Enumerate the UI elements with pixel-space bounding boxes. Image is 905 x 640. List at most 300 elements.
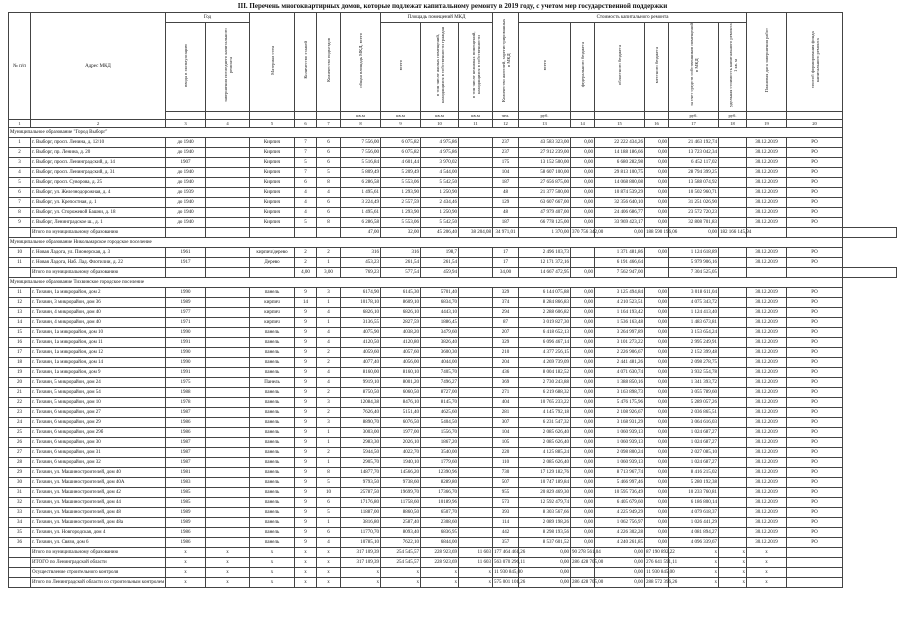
table-cell: 48 <box>493 188 519 198</box>
table-row <box>9 488 897 498</box>
table-cell <box>719 448 747 458</box>
table-cell <box>206 368 250 378</box>
column-number: 9 <box>381 120 421 128</box>
header-method: способ формирования фонда капитального ремонта <box>787 13 843 112</box>
table-cell: x <box>295 578 317 588</box>
table-cell: РО <box>787 498 843 508</box>
table-cell <box>9 268 31 278</box>
table-cell: 316 <box>341 248 381 258</box>
table-row <box>9 208 897 218</box>
table-cell: 3 125 494,84 <box>595 288 645 298</box>
table-cell: 0,00 <box>645 358 669 368</box>
table-cell <box>206 298 250 308</box>
table-cell <box>459 208 493 218</box>
header-address: Адрес МКД <box>31 13 166 120</box>
table-cell: 0,00 <box>645 218 669 228</box>
table-cell: 1 250,90 <box>421 208 459 218</box>
table-cell: 11 930 845,00 <box>645 568 669 578</box>
table-cell: 8860,50 <box>381 508 421 518</box>
unit-cell <box>166 112 206 120</box>
table-cell: 5 553,06 <box>381 218 421 228</box>
table-cell: 10 874 539,29 <box>595 188 645 198</box>
table-cell: 17 <box>9 348 31 358</box>
table-cell: 0,00 <box>571 438 595 448</box>
table-cell: 1 062 756,97 <box>595 518 645 528</box>
table-cell: 2 <box>295 248 317 258</box>
table-cell: 0,00 <box>571 348 595 358</box>
table-cell: 30.12.2019 <box>747 428 787 438</box>
table-cell: 104 <box>493 428 519 438</box>
column-numbers-row <box>9 120 897 128</box>
table-cell: 8093,40 <box>381 528 421 538</box>
table-cell: 22 222 434,26 <box>595 138 645 148</box>
table-cell: 3136,55 <box>341 318 381 328</box>
table-cell: 14566,20 <box>381 468 421 478</box>
table-cell <box>459 398 493 408</box>
header-material: Материал стен <box>250 13 295 112</box>
table-cell: 10189,96 <box>421 498 459 508</box>
table-cell: 1 060 939,13 <box>595 428 645 438</box>
table-cell <box>719 338 747 348</box>
column-number: 1 <box>9 120 31 128</box>
table-cell <box>719 298 747 308</box>
unit-cell <box>645 112 669 120</box>
table-cell: x <box>341 578 381 588</box>
unit-area: кв.м <box>381 112 421 120</box>
table-cell: 0,00 <box>645 398 669 408</box>
table-cell: 1 060 939,13 <box>595 458 645 468</box>
table-cell: 0,00 <box>571 318 595 328</box>
table-cell: 17176,80 <box>341 498 381 508</box>
table-cell: 11 603 <box>459 558 493 568</box>
table-cell: 0,00 <box>645 498 669 508</box>
table-cell: 30.12.2019 <box>747 328 787 338</box>
table-cell: 4038,20 <box>381 328 421 338</box>
address-cell: г. Тихвин, ул. Машиностроителей, дом 48а <box>31 518 166 528</box>
address-cell: г. Тихвин, ул. Машиностроителей, дом 40А <box>31 478 166 488</box>
address-cell: г. Тихвин, 5 микрорайон, дом 10 <box>31 398 166 408</box>
header-cost-specific: удельная стоимость капитального ремонта 1 кв. м <box>719 23 747 112</box>
table-cell: 0,00 <box>571 138 595 148</box>
table-cell: 9 <box>295 488 317 498</box>
table-cell: 1 <box>317 438 341 448</box>
table-cell: до 1940 <box>166 138 206 148</box>
table-cell: 187 <box>493 178 519 188</box>
table-cell: 2 <box>317 448 341 458</box>
table-cell: 0,00 <box>645 178 669 188</box>
table-cell: 0,00 <box>645 468 669 478</box>
table-cell: 4 <box>317 308 341 318</box>
table-cell: панель <box>250 448 295 458</box>
table-cell: 1989 <box>166 518 206 528</box>
table-cell: 286 428 705,00 <box>571 578 595 588</box>
table-cell: 3 168 931,29 <box>595 418 645 428</box>
table-cell <box>206 288 250 298</box>
table-cell: до 1940 <box>166 178 206 188</box>
table-cell: 3003,00 <box>341 428 381 438</box>
table-cell <box>719 258 747 268</box>
table-cell: 24 <box>9 418 31 428</box>
table-cell: 1989 <box>166 298 206 308</box>
table-cell: 2 036 865,51 <box>669 408 719 418</box>
table-row <box>9 298 897 308</box>
table-cell: 4 210 523,51 <box>595 298 645 308</box>
table-cell: 0,00 <box>645 248 669 258</box>
table-cell <box>747 228 787 238</box>
total-row <box>9 548 897 558</box>
table-cell: x <box>317 558 341 568</box>
table-cell: 0,00 <box>645 138 669 148</box>
table-cell: 0,00 <box>571 198 595 208</box>
table-row <box>9 168 897 178</box>
table-cell: 1986 <box>166 528 206 538</box>
table-cell: 11 <box>9 258 31 268</box>
table-cell: 30.12.2019 <box>747 368 787 378</box>
table-cell <box>206 408 250 418</box>
table-cell: РО <box>787 428 843 438</box>
section-title: Муниципальное образование "Город Выборг" <box>9 128 843 138</box>
table-cell: 5 542,50 <box>421 218 459 228</box>
table-cell: РО <box>787 418 843 428</box>
table-cell <box>645 268 669 278</box>
table-cell: 1 <box>317 298 341 308</box>
table-cell: 9 <box>295 448 317 458</box>
table-cell: 0,00 <box>645 208 669 218</box>
table-cell: 9 <box>295 498 317 508</box>
table-cell <box>459 318 493 328</box>
table-cell: 7 556,00 <box>341 138 381 148</box>
table-cell: 1985 <box>166 488 206 498</box>
table-cell: РО <box>787 208 843 218</box>
table-row <box>9 348 897 358</box>
table-row <box>9 438 897 448</box>
table-cell: 1986 <box>166 418 206 428</box>
table-cell: 2 152 399,48 <box>669 348 719 358</box>
table-cell: 3 <box>317 288 341 298</box>
table-cell: 6 219 688,32 <box>519 388 571 398</box>
table-cell: 182 166 145,94 <box>719 228 747 238</box>
table-cell: 30.12.2019 <box>747 138 787 148</box>
table-cell: 0,00 <box>571 178 595 188</box>
table-cell: 1 483 673,81 <box>669 318 719 328</box>
table-row <box>9 328 897 338</box>
table-cell: Кирпич <box>250 208 295 218</box>
table-cell: 3540,00 <box>421 448 459 458</box>
table-cell <box>459 258 493 268</box>
table-cell: 1 495,61 <box>341 208 381 218</box>
table-cell: 9 <box>295 318 317 328</box>
table-cell: панель <box>250 408 295 418</box>
table-cell: x <box>166 578 206 588</box>
table-cell: 2 <box>317 408 341 418</box>
table-cell: 4 269 739,09 <box>519 358 571 368</box>
address-cell: г. Выборг, ул. Железнодорожная, д. 4 <box>31 188 166 198</box>
total-row <box>9 228 897 238</box>
header-area-group: Площадь помещений МКД <box>381 13 493 23</box>
table-cell: 0,00 <box>645 428 669 438</box>
table-cell: 4 975,86 <box>421 148 459 158</box>
table-cell: x <box>206 568 250 578</box>
table-cell: 34 971,01 <box>493 228 519 238</box>
table-cell: 0,00 <box>571 308 595 318</box>
table-cell <box>719 518 747 528</box>
table-cell: 1991 <box>166 338 206 348</box>
table-cell: 30.12.2019 <box>747 258 787 268</box>
table-cell: 2 995 249,91 <box>669 338 719 348</box>
table-cell: 3 970,02 <box>421 158 459 168</box>
table-cell: 30.12.2019 <box>747 358 787 368</box>
table-cell: 87 <box>493 318 519 328</box>
table-cell: 7496,27 <box>421 378 459 388</box>
address-cell: г. Тихвин, 3 микрорайон, дом 36 <box>31 298 166 308</box>
address-cell: г. Тихвин, 6 микрорайон, дом 31 <box>31 448 166 458</box>
table-cell: 4 125 885,24 <box>519 448 571 458</box>
table-cell: 1 341 393,72 <box>669 378 719 388</box>
table-cell: 6174,90 <box>341 288 381 298</box>
table-cell: 23 572 720,23 <box>669 208 719 218</box>
table-cell: 0,00 <box>645 388 669 398</box>
table-cell: 6 075,82 <box>381 148 421 158</box>
table-cell: 66 778 125,00 <box>519 218 571 228</box>
address-cell: г. Выборг, ул. Сторожевой Башни, д. 18 <box>31 208 166 218</box>
table-cell: 8727,00 <box>421 388 459 398</box>
table-cell <box>787 228 843 238</box>
table-cell <box>719 288 747 298</box>
table-cell <box>206 338 250 348</box>
table-cell: 4 145 792,18 <box>519 408 571 418</box>
table-cell <box>206 438 250 448</box>
table-cell: 4 096 339,67 <box>669 538 719 548</box>
table-cell: 404 <box>493 398 519 408</box>
table-cell <box>206 508 250 518</box>
table-cell <box>9 568 31 578</box>
table-cell: 3 264 997,89 <box>595 328 645 338</box>
table-cell: 1987 <box>166 438 206 448</box>
table-row <box>9 448 897 458</box>
table-cell: 2 085 626,40 <box>519 458 571 468</box>
table-cell: 6 <box>295 178 317 188</box>
table-cell <box>843 228 897 238</box>
table-cell <box>719 438 747 448</box>
table-cell: 30.12.2019 <box>747 448 787 458</box>
table-cell <box>206 228 250 238</box>
table-cell <box>459 338 493 348</box>
table-cell: кирпич <box>250 308 295 318</box>
table-cell <box>459 488 493 498</box>
table-cell: 730 <box>493 468 519 478</box>
column-number: 12 <box>493 120 519 128</box>
table-cell: 1 293,90 <box>381 188 421 198</box>
table-cell <box>206 478 250 488</box>
document-page <box>8 0 897 588</box>
table-cell: 4 <box>295 208 317 218</box>
table-cell: 4 225 949,29 <box>595 508 645 518</box>
header-area-total: общая площадь МКД, всего <box>341 13 381 112</box>
unit-people: чел. <box>493 112 519 120</box>
table-cell: x <box>421 568 459 578</box>
table-cell: 9 <box>295 538 317 548</box>
table-cell: 0,00 <box>595 568 645 578</box>
table-cell: 9 <box>295 478 317 488</box>
table-cell: 1986 <box>166 428 206 438</box>
table-cell: 9 <box>295 358 317 368</box>
header-year-built: ввода в эксплуатацию <box>166 23 206 112</box>
table-cell <box>250 268 295 278</box>
table-row <box>9 308 897 318</box>
table-cell: x <box>295 568 317 578</box>
table-cell: 1917 <box>166 258 206 268</box>
table-cell: 6060,50 <box>381 388 421 398</box>
table-cell: x <box>719 558 747 568</box>
table-row <box>9 398 897 408</box>
table-cell: панель <box>250 498 295 508</box>
table-cell: 20 <box>9 378 31 388</box>
table-cell: 1987 <box>166 448 206 458</box>
table-cell: x <box>166 568 206 578</box>
table-cell <box>459 158 493 168</box>
table-cell <box>9 578 31 588</box>
address-cell: г. Тихвин, 1а микрорайон, дом 10 <box>31 328 166 338</box>
table-cell: 9 <box>295 428 317 438</box>
table-cell: 3 019 827,30 <box>519 318 571 328</box>
table-cell: 0,00 <box>571 158 595 168</box>
table-cell: 58 607 100,00 <box>519 168 571 178</box>
table-cell: 10 595 736,49 <box>595 488 645 498</box>
header-cost-regional: областного бюджета <box>595 23 645 112</box>
table-cell: РО <box>787 518 843 528</box>
table-cell: 769,23 <box>341 268 381 278</box>
table-cell: 30.12.2019 <box>747 148 787 158</box>
table-cell: 0,00 <box>571 538 595 548</box>
table-cell: 0,00 <box>645 448 669 458</box>
table-cell <box>206 148 250 158</box>
table-cell: x <box>669 558 719 568</box>
table-cell: 5 280 192,38 <box>669 478 719 488</box>
table-cell: 955 <box>493 488 519 498</box>
table-cell: 6 680 282,98 <box>595 158 645 168</box>
table-cell: 30.12.2019 <box>747 538 787 548</box>
table-cell: 1 <box>317 428 341 438</box>
table-cell: 17 <box>493 258 519 268</box>
table-cell <box>206 218 250 228</box>
table-cell <box>206 258 250 268</box>
table-cell: 30.12.2019 <box>747 248 787 258</box>
unit-cell <box>595 112 645 120</box>
table-cell: x <box>747 548 787 558</box>
table-cell: 30.12.2019 <box>747 518 787 528</box>
address-cell: г. Выборг, пр. Ленина, д. 20 <box>31 148 166 158</box>
table-cell <box>787 558 843 568</box>
table-cell: РО <box>787 218 843 228</box>
header-residents: Количество жителей, зарегистрированных в МКД <box>493 13 519 112</box>
table-cell <box>206 318 250 328</box>
table-cell: 3,00 <box>317 268 341 278</box>
table-cell: 90 278 561,04 <box>571 548 595 558</box>
table-cell: 8 <box>317 218 341 228</box>
table-cell: 30.12.2019 <box>747 288 787 298</box>
table-cell: 1990 <box>166 348 206 358</box>
table-cell: РО <box>787 168 843 178</box>
address-cell: г. Новая Ладога, ул. Пионерская, д. 3 <box>31 248 166 258</box>
section-title: Муниципальное образование Тихвинское городское поселение <box>9 278 843 288</box>
table-cell: Дерево <box>250 258 295 268</box>
table-cell: 175 <box>493 158 519 168</box>
table-cell: 10 <box>317 488 341 498</box>
table-cell: 13 <box>9 308 31 318</box>
table-cell <box>459 288 493 298</box>
table-cell: 0,00 <box>519 548 571 558</box>
table-cell: 0,00 <box>645 538 669 548</box>
table-cell: Кирпич <box>250 138 295 148</box>
table-cell <box>206 528 250 538</box>
table-cell <box>206 328 250 338</box>
table-cell: 4 601,44 <box>381 158 421 168</box>
table-cell: 32 808 701,83 <box>669 218 719 228</box>
table-cell: 3 <box>9 158 31 168</box>
address-cell: г. Выборг, просп. Ленинградский, д. 31 <box>31 168 166 178</box>
table-cell <box>719 358 747 368</box>
table-cell <box>459 348 493 358</box>
table-cell <box>719 388 747 398</box>
table-cell: 2 089 198,26 <box>519 518 571 528</box>
table-row <box>9 378 897 388</box>
table-cell: 0,00 <box>645 288 669 298</box>
table-row <box>9 148 897 158</box>
table-cell: x <box>250 548 295 558</box>
address-cell: Итого по муниципальному образованию <box>31 548 166 558</box>
table-cell: 3 055 789,60 <box>669 388 719 398</box>
table-cell: 1886,45 <box>421 318 459 328</box>
table-cell <box>206 208 250 218</box>
table-cell: 19699,70 <box>381 488 421 498</box>
table-cell: 4 544,00 <box>421 168 459 178</box>
address-cell: г. Тихвин, 6 микрорайон, дом 32 <box>31 458 166 468</box>
column-number: 10 <box>421 120 459 128</box>
table-cell: 8145,70 <box>421 398 459 408</box>
table-cell: 1 <box>317 318 341 328</box>
table-cell: 4 <box>317 338 341 348</box>
table-cell: 3 932 554,78 <box>669 368 719 378</box>
header-area-all: всего <box>381 23 421 112</box>
table-cell: 4056,00 <box>381 358 421 368</box>
table-cell: 22 <box>9 398 31 408</box>
table-cell: Кирпич <box>250 188 295 198</box>
table-cell: 0,00 <box>571 268 595 278</box>
table-cell: 10 <box>9 248 31 258</box>
table-cell <box>719 348 747 358</box>
table-cell: 1 060 939,13 <box>595 438 645 448</box>
table-cell: 1961 <box>166 248 206 258</box>
table-cell: 9 <box>295 458 317 468</box>
table-cell: 12 <box>9 298 31 308</box>
table-cell: 2308,60 <box>421 518 459 528</box>
table-cell <box>459 378 493 388</box>
table-cell <box>317 228 341 238</box>
table-cell: 307 <box>493 418 519 428</box>
table-cell: 294 <box>493 308 519 318</box>
table-cell <box>459 308 493 318</box>
table-cell <box>719 468 747 478</box>
table-cell: 4120,80 <box>381 338 421 348</box>
column-number: 15 <box>595 120 645 128</box>
table-cell: 0,00 <box>571 168 595 178</box>
unit-cell <box>747 112 787 120</box>
table-cell: панель <box>250 418 295 428</box>
table-cell: РО <box>787 508 843 518</box>
table-cell: 5 <box>317 478 341 488</box>
table-cell: 0,00 <box>645 408 669 418</box>
table-cell: Кирпич <box>250 178 295 188</box>
